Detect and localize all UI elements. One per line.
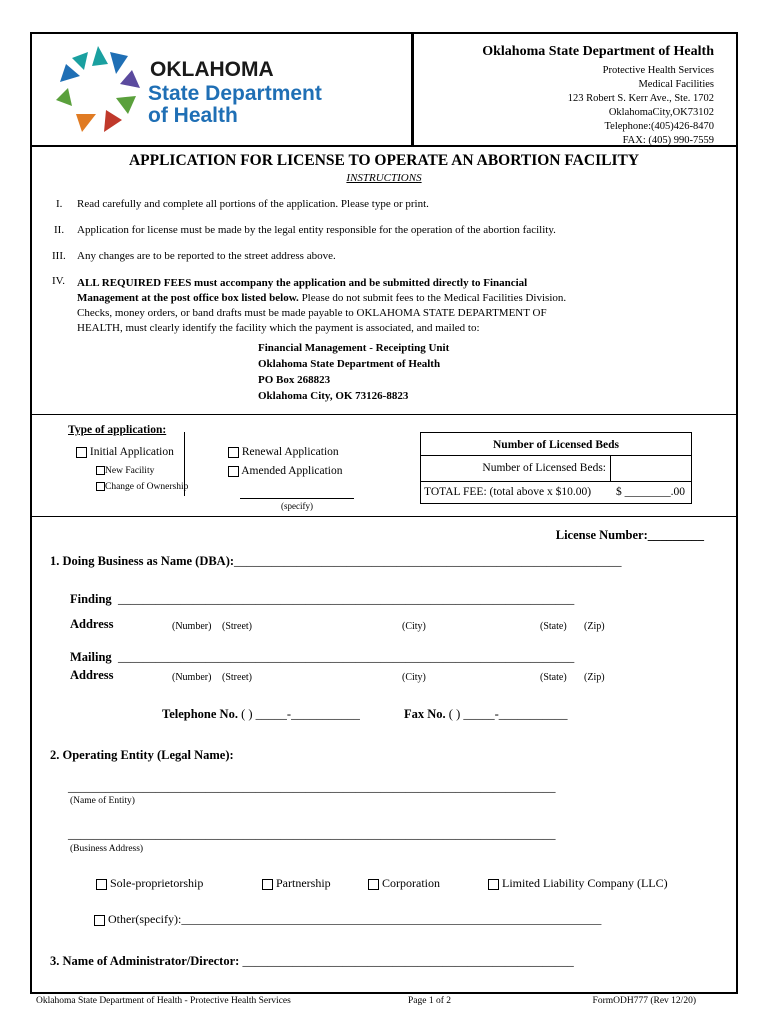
form-title: APPLICATION FOR LICENSE TO OPERATE AN ABORTION FACILITY xyxy=(128,152,640,169)
new-facility-label: New Facility xyxy=(105,466,155,476)
business-address-input[interactable]: ______________________________________________________________________________ xyxy=(68,827,556,841)
address-line-2: OklahomaCity,OK73102 xyxy=(608,107,714,118)
llc-label: Limited Liability Company (LLC) xyxy=(502,876,668,890)
license-number-blank: _________ xyxy=(647,528,704,542)
mail-to-line-4: Oklahoma City, OK 73126-8823 xyxy=(258,390,409,402)
sole-proprietorship-option[interactable] xyxy=(96,876,203,891)
total-fee-label: TOTAL FEE: (total above x $10.00) xyxy=(424,486,592,498)
instruction-4-bold-2: Management at the post office box listed below. xyxy=(77,292,299,304)
dba-label: Doing Business as Name (DBA): xyxy=(62,554,235,568)
partnership-option[interactable] xyxy=(262,876,331,891)
telephone-blank: ( ) _____-___________ xyxy=(241,707,360,721)
finding-label-2: Address xyxy=(70,617,114,631)
mail-to-line-3: PO Box 268823 xyxy=(258,374,331,386)
admin-blank: _____________________________________________________ xyxy=(242,954,574,968)
address-line-1: 123 Robert S. Kerr Ave., Ste. 1702 xyxy=(567,93,714,104)
renewal-application-option[interactable] xyxy=(228,446,339,458)
finding-address-input[interactable]: _________________________________________________________________________ xyxy=(118,592,575,606)
fax: FAX: (405) 990-7559 xyxy=(622,135,714,146)
finding-sub-state: (State) xyxy=(540,621,567,632)
dba-blank: ______________________________________________________________ xyxy=(234,554,622,568)
logo-line-1: OKLAHOMA xyxy=(150,58,274,81)
change-ownership-checkbox[interactable] xyxy=(96,482,105,491)
specify-sub-label: (specify) xyxy=(281,501,313,511)
beds-col-rule xyxy=(610,455,611,481)
admin-label: Name of Administrator/Director: xyxy=(62,954,240,968)
telephone-label: Telephone No. xyxy=(162,707,238,721)
change-ownership-option[interactable] xyxy=(96,482,188,492)
other-label: Other(specify): xyxy=(108,912,182,926)
amended-application-option[interactable] xyxy=(228,465,343,477)
instruction-2-num: II. xyxy=(54,224,65,236)
finding-label-1: Finding xyxy=(70,592,112,606)
footer-page: Page 1 of 2 xyxy=(408,996,452,1006)
change-ownership-label: Change of Ownership xyxy=(105,482,189,492)
admin-num: 3. xyxy=(50,954,60,968)
corporation-option[interactable] xyxy=(368,876,440,891)
licensed-beds-input[interactable] xyxy=(612,456,690,480)
mailing-sub-number: (Number) xyxy=(172,672,212,683)
amended-application-label: Amended Application xyxy=(241,465,343,477)
entity-name-sub-label: (Name of Entity) xyxy=(70,796,135,806)
new-facility-checkbox[interactable] xyxy=(96,466,105,475)
instruction-4-line-4: HEALTH, must clearly identify the facility which the payment is associated, and mailed to: xyxy=(77,322,480,334)
footer-left: Oklahoma State Department of Health - Protective Health Services xyxy=(36,996,291,1006)
entity-name-input[interactable]: ______________________________________________________________________________ xyxy=(68,780,556,794)
fax-label: Fax No. xyxy=(404,707,446,721)
telephone-field[interactable] xyxy=(162,707,360,722)
instruction-4-line-1: ALL REQUIRED FEES must accompany the application and be submitted directly to Financial xyxy=(77,277,528,289)
renewal-application-checkbox[interactable] xyxy=(228,447,239,458)
form-frame xyxy=(30,32,738,994)
dba-num: 1. xyxy=(50,554,60,568)
new-facility-option[interactable] xyxy=(96,466,154,476)
llc-checkbox[interactable] xyxy=(488,879,499,890)
total-fee-input[interactable]: $ ________.00 xyxy=(616,486,685,498)
sole-proprietorship-label: Sole-proprietorship xyxy=(110,876,204,890)
instruction-1-num: I. xyxy=(56,198,63,210)
logo-line-3: of Health xyxy=(148,104,238,127)
finding-sub-zip: (Zip) xyxy=(584,621,605,632)
fax-blank: ( ) _____-___________ xyxy=(448,707,568,721)
sole-proprietorship-checkbox[interactable] xyxy=(96,879,107,890)
licensed-beds-row-label: Number of Licensed Beds: xyxy=(482,462,606,474)
mailing-sub-city: (City) xyxy=(402,672,426,683)
instruction-3-num: III. xyxy=(52,250,66,262)
dba-field[interactable] xyxy=(50,554,622,569)
entity-label: Operating Entity (Legal Name): xyxy=(62,748,234,762)
other-checkbox[interactable] xyxy=(94,915,105,926)
operating-entity-label xyxy=(50,748,234,763)
division-1: Protective Health Services xyxy=(602,65,714,76)
mailing-sub-zip: (Zip) xyxy=(584,672,605,683)
footer-form-id: FormODH777 (Rev 12/20) xyxy=(592,996,696,1006)
agency-address-block xyxy=(568,64,714,148)
instruction-4 xyxy=(77,276,566,336)
mail-to-address xyxy=(258,340,449,404)
business-address-sub-label: (Business Address) xyxy=(70,844,144,854)
logo-line-2: State Department xyxy=(148,82,322,105)
instruction-3: Any changes are to be reported to the street address above. xyxy=(77,250,336,262)
mailing-sub-state: (State) xyxy=(540,672,567,683)
osdh-logo-icon xyxy=(52,44,144,136)
instruction-1: Read carefully and complete all portions of the application. Please type or print. xyxy=(77,198,429,210)
partnership-checkbox[interactable] xyxy=(262,879,273,890)
partnership-label: Partnership xyxy=(276,876,331,890)
header-divider xyxy=(411,34,414,145)
amended-application-checkbox[interactable] xyxy=(228,466,239,477)
other-specify-field[interactable] xyxy=(94,912,601,927)
instruction-4-num: IV. xyxy=(52,275,65,287)
other-blank: ______________________________________________________________________ xyxy=(181,912,602,926)
llc-option[interactable] xyxy=(488,876,668,891)
initial-application-label: Initial Application xyxy=(89,446,174,458)
instruction-4-line-2 xyxy=(77,291,566,306)
telephone: Telephone:(405)426-8470 xyxy=(604,121,714,132)
entity-num: 2. xyxy=(50,748,60,762)
mailing-address-input[interactable]: _________________________________________________________________________ xyxy=(118,650,575,664)
mail-to-line-2: Oklahoma State Department of Health xyxy=(258,358,441,370)
instructions-heading: INSTRUCTIONS xyxy=(346,172,422,184)
license-number-field[interactable] xyxy=(556,528,704,543)
finding-sub-number: (Number) xyxy=(172,621,212,632)
fax-field[interactable] xyxy=(404,707,568,722)
licensed-beds-heading: Number of Licensed Beds xyxy=(493,439,619,451)
application-type-label: Type of application: xyxy=(68,424,167,436)
initial-application-checkbox[interactable] xyxy=(76,447,87,458)
instruction-4-rest-2: Please do not submit fees to the Medical Facilities Division. xyxy=(298,292,567,304)
agency-name: Oklahoma State Department of Health xyxy=(482,44,714,59)
finding-sub-street: (Street) xyxy=(222,621,252,632)
mailing-sub-street: (Street) xyxy=(222,672,252,683)
mailing-label-1: Mailing xyxy=(70,650,112,664)
section-rule-1 xyxy=(32,414,736,415)
corporation-label: Corporation xyxy=(382,876,440,890)
beds-row-rule-2 xyxy=(420,481,692,482)
mailing-label-2: Address xyxy=(70,668,114,682)
corporation-checkbox[interactable] xyxy=(368,879,379,890)
instruction-2: Application for license must be made by the legal entity responsible for the operation of the abortion facility. xyxy=(77,224,556,236)
license-number-label: License Number: xyxy=(555,528,648,542)
finding-sub-city: (City) xyxy=(402,621,426,632)
division-2: Medical Facilities xyxy=(638,79,714,90)
administrator-field[interactable] xyxy=(50,954,574,969)
section-rule-2 xyxy=(32,516,736,517)
mail-to-line-1: Financial Management - Receipting Unit xyxy=(258,342,450,354)
instruction-4-line-3: Checks, money orders, or band drafts must be made payable to OKLAHOMA STATE DEPARTMENT OF xyxy=(77,307,547,319)
specify-input[interactable] xyxy=(240,498,354,499)
renewal-application-label: Renewal Application xyxy=(241,446,339,458)
initial-application-option[interactable] xyxy=(76,446,174,458)
